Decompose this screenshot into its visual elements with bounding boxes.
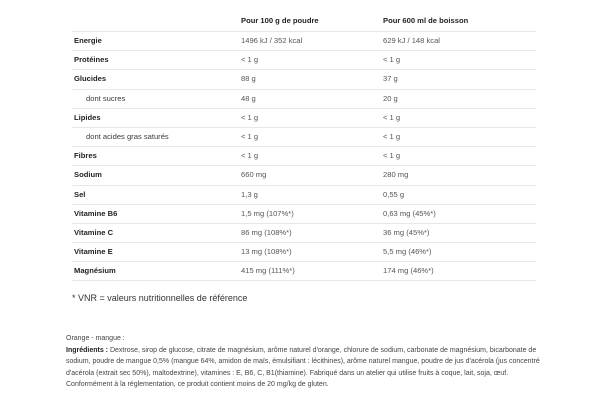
nutrient-label: Vitamine C bbox=[74, 227, 114, 237]
value-per-600ml: 0,55 g bbox=[383, 189, 405, 199]
ingredients-label: Ingrédients : bbox=[66, 346, 109, 354]
nutrient-label: Energie bbox=[74, 36, 102, 45]
nutrient-label: Glucides bbox=[74, 74, 107, 84]
header-per-100g: Pour 100 g de poudre bbox=[241, 16, 319, 25]
table-row bbox=[72, 262, 536, 281]
nutrient-label: Vitamine E bbox=[74, 247, 113, 257]
value-per-600ml: < 1 g bbox=[383, 131, 401, 141]
value-per-100g: 13 mg (108%*) bbox=[241, 247, 292, 257]
value-per-600ml: 36 mg (45%*) bbox=[383, 227, 430, 237]
value-per-600ml: < 1 g bbox=[383, 112, 401, 122]
nutrient-label: Fibres bbox=[74, 151, 97, 161]
value-per-600ml: < 1 g bbox=[383, 55, 401, 65]
value-per-600ml: 20 g bbox=[383, 93, 398, 103]
value-per-100g: < 1 g bbox=[241, 112, 259, 122]
table-header-row bbox=[72, 12, 536, 32]
value-per-100g: 1496 kJ / 352 kcal bbox=[241, 36, 303, 45]
table-row bbox=[72, 70, 536, 89]
table-row bbox=[72, 243, 536, 262]
nutrition-table bbox=[72, 12, 536, 281]
table-row bbox=[72, 51, 536, 70]
value-per-100g: 660 mg bbox=[241, 170, 267, 180]
vnr-footnote: * VNR = valeurs nutritionnelles de référence bbox=[72, 293, 248, 303]
value-per-100g: < 1 g bbox=[241, 55, 259, 65]
value-per-100g: < 1 g bbox=[241, 151, 259, 161]
nutrient-label: Sodium bbox=[74, 170, 102, 180]
ingredients-text: Dextrose, sirop de glucose, citrate de magnésium, arôme naturel d'orange, chlorure de sodium, carbonate de magnésium, bicarbonate de sodium, poudre de mangue 0,5% (mangue 64%, amidon de maïs, émulsifiant : lécithines), arôme naturel mangue, poudre de jus d'acérola (jus concentré d'acérola (extrait sec 50%), maltodextrine), vitamines : E, B6, C, B1(thiamine). Fabriqué dans un atelier qui utilise fruits à coque, lait, soja, œuf. Conformément à la réglementation, ce produit contient moins de 20 mg/kg de gluten. bbox=[66, 346, 540, 389]
value-per-600ml: 5,5 mg (46%*) bbox=[383, 247, 432, 257]
value-per-600ml: < 1 g bbox=[383, 151, 401, 161]
value-per-600ml: 37 g bbox=[383, 74, 398, 84]
nutrient-label: Sel bbox=[74, 189, 86, 199]
flavor-label: Orange - mangue : bbox=[66, 335, 125, 342]
nutrient-label: Lipides bbox=[74, 112, 101, 122]
value-per-600ml: 0,63 mg (45%*) bbox=[383, 208, 436, 218]
value-per-100g: 415 mg (111%*) bbox=[241, 266, 295, 276]
nutrient-label: Magnésium bbox=[74, 266, 116, 276]
ingredients-block bbox=[66, 333, 540, 391]
nutrient-label: dont acides gras saturés bbox=[86, 131, 169, 141]
ingredients-text-block bbox=[66, 345, 540, 391]
header-per-600ml: Pour 600 ml de boisson bbox=[383, 16, 469, 25]
table-row bbox=[72, 128, 536, 147]
table-row bbox=[72, 205, 536, 224]
table-row bbox=[72, 147, 536, 166]
value-per-100g: 1,3 g bbox=[241, 189, 258, 199]
table-row bbox=[72, 90, 536, 109]
value-per-600ml: 174 mg (46%*) bbox=[383, 266, 434, 276]
nutrient-label: Protéines bbox=[74, 55, 109, 65]
value-per-600ml: 629 kJ / 148 kcal bbox=[383, 36, 440, 45]
value-per-100g: 86 mg (108%*) bbox=[241, 227, 292, 237]
value-per-100g: 48 g bbox=[241, 93, 256, 103]
nutrient-label: Vitamine B6 bbox=[74, 208, 118, 218]
value-per-600ml: 280 mg bbox=[383, 170, 409, 180]
value-per-100g: 1,5 mg (107%*) bbox=[241, 208, 294, 218]
nutrient-label: dont sucres bbox=[86, 93, 126, 103]
table-row bbox=[72, 224, 536, 243]
table-row bbox=[72, 32, 536, 51]
value-per-100g: 88 g bbox=[241, 74, 256, 84]
table-row bbox=[72, 109, 536, 128]
value-per-100g: < 1 g bbox=[241, 131, 259, 141]
table-row bbox=[72, 186, 536, 205]
table-row bbox=[72, 166, 536, 185]
